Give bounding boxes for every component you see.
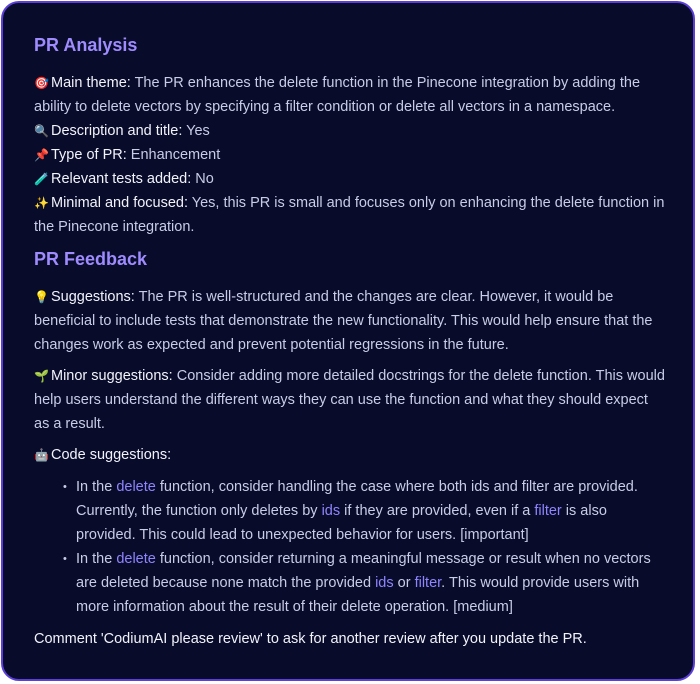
light-bulb-icon: 💡 xyxy=(34,290,49,304)
suggestion-text: is also provided. This could lead to unexpected behavior for users. [important] xyxy=(76,503,607,543)
list-item xyxy=(76,547,665,619)
inline-code: ids xyxy=(321,503,341,519)
inline-code: delete xyxy=(116,479,156,495)
suggestions-row xyxy=(34,285,665,357)
sparkles-icon: ✨ xyxy=(34,196,49,210)
code-suggestions-row xyxy=(34,443,665,467)
suggestion-text: In the xyxy=(76,551,117,567)
pr-review-comment xyxy=(1,1,695,681)
pr-analysis-heading: PR Analysis xyxy=(34,35,138,55)
suggestion-text: or xyxy=(393,575,415,591)
inline-code: delete xyxy=(116,551,156,567)
code-suggestions-list xyxy=(34,475,665,619)
minor-suggestions-label: Minor suggestions: xyxy=(51,368,173,384)
robot-icon: 🤖 xyxy=(34,448,49,462)
inline-code: filter xyxy=(534,503,562,519)
tests-label: Relevant tests added: xyxy=(51,171,192,187)
minimal-label: Minimal and focused: xyxy=(51,195,189,211)
suggestion-text: . This would provide users with more information about the result of their delete operation. [medium] xyxy=(76,575,640,615)
suggestions-label: Suggestions: xyxy=(51,289,135,305)
target-icon: 🎯 xyxy=(34,76,49,90)
minimal-text: Yes, this PR is small and focuses only on enhancing the delete function in the Pinecone integration. xyxy=(34,195,665,235)
minimal-row xyxy=(34,191,665,239)
inline-code: ids xyxy=(375,575,394,591)
main-theme-label: Main theme: xyxy=(51,75,131,91)
minor-suggestions-row xyxy=(34,364,665,436)
suggestion-text: function, consider returning a meaningful message or result when no vectors are deleted because none match the provided xyxy=(76,551,651,591)
tests-text: No xyxy=(191,171,214,187)
type-row xyxy=(34,143,665,167)
magnifier-icon: 🔍 xyxy=(34,124,49,138)
suggestion-text: if they are provided, even if a xyxy=(340,503,535,519)
list-item xyxy=(76,475,665,547)
description-row xyxy=(34,119,665,143)
suggestions-text: The PR is well-structured and the changes are clear. However, it would be beneficial to include tests that demonstrate the new functionality. This would help ensure that the changes work as expected and prevent potential regressions in the future. xyxy=(34,289,653,353)
suggestion-text: function, consider handling the case where both ids and filter are provided. Currently, the function only deletes by xyxy=(76,479,638,519)
code-suggestions-label: Code suggestions: xyxy=(51,447,172,463)
description-text: Yes xyxy=(182,123,210,139)
main-theme-row xyxy=(34,71,665,119)
seedling-icon: 🌱 xyxy=(34,369,49,383)
type-text: Enhancement xyxy=(126,147,221,163)
test-tube-icon: 🧪 xyxy=(34,172,49,186)
description-label: Description and title: xyxy=(51,123,183,139)
pushpin-icon: 📌 xyxy=(34,148,49,162)
tests-row xyxy=(34,167,665,191)
main-theme-text: The PR enhances the delete function in the Pinecone integration by adding the ability to delete vectors by specifying a filter condition or delete all vectors in a namespace. xyxy=(34,75,641,115)
review-instructions: Comment 'CodiumAI please review' to ask for another review after you update the PR. xyxy=(34,631,587,647)
pr-feedback-heading: PR Feedback xyxy=(34,249,148,269)
type-label: Type of PR: xyxy=(51,147,127,163)
inline-code: filter xyxy=(414,575,442,591)
suggestion-text: In the xyxy=(76,479,117,495)
minor-suggestions-text: Consider adding more detailed docstrings for the delete function. This would help users understand the different ways they can use the function and what they should expect as a result. xyxy=(34,368,665,432)
